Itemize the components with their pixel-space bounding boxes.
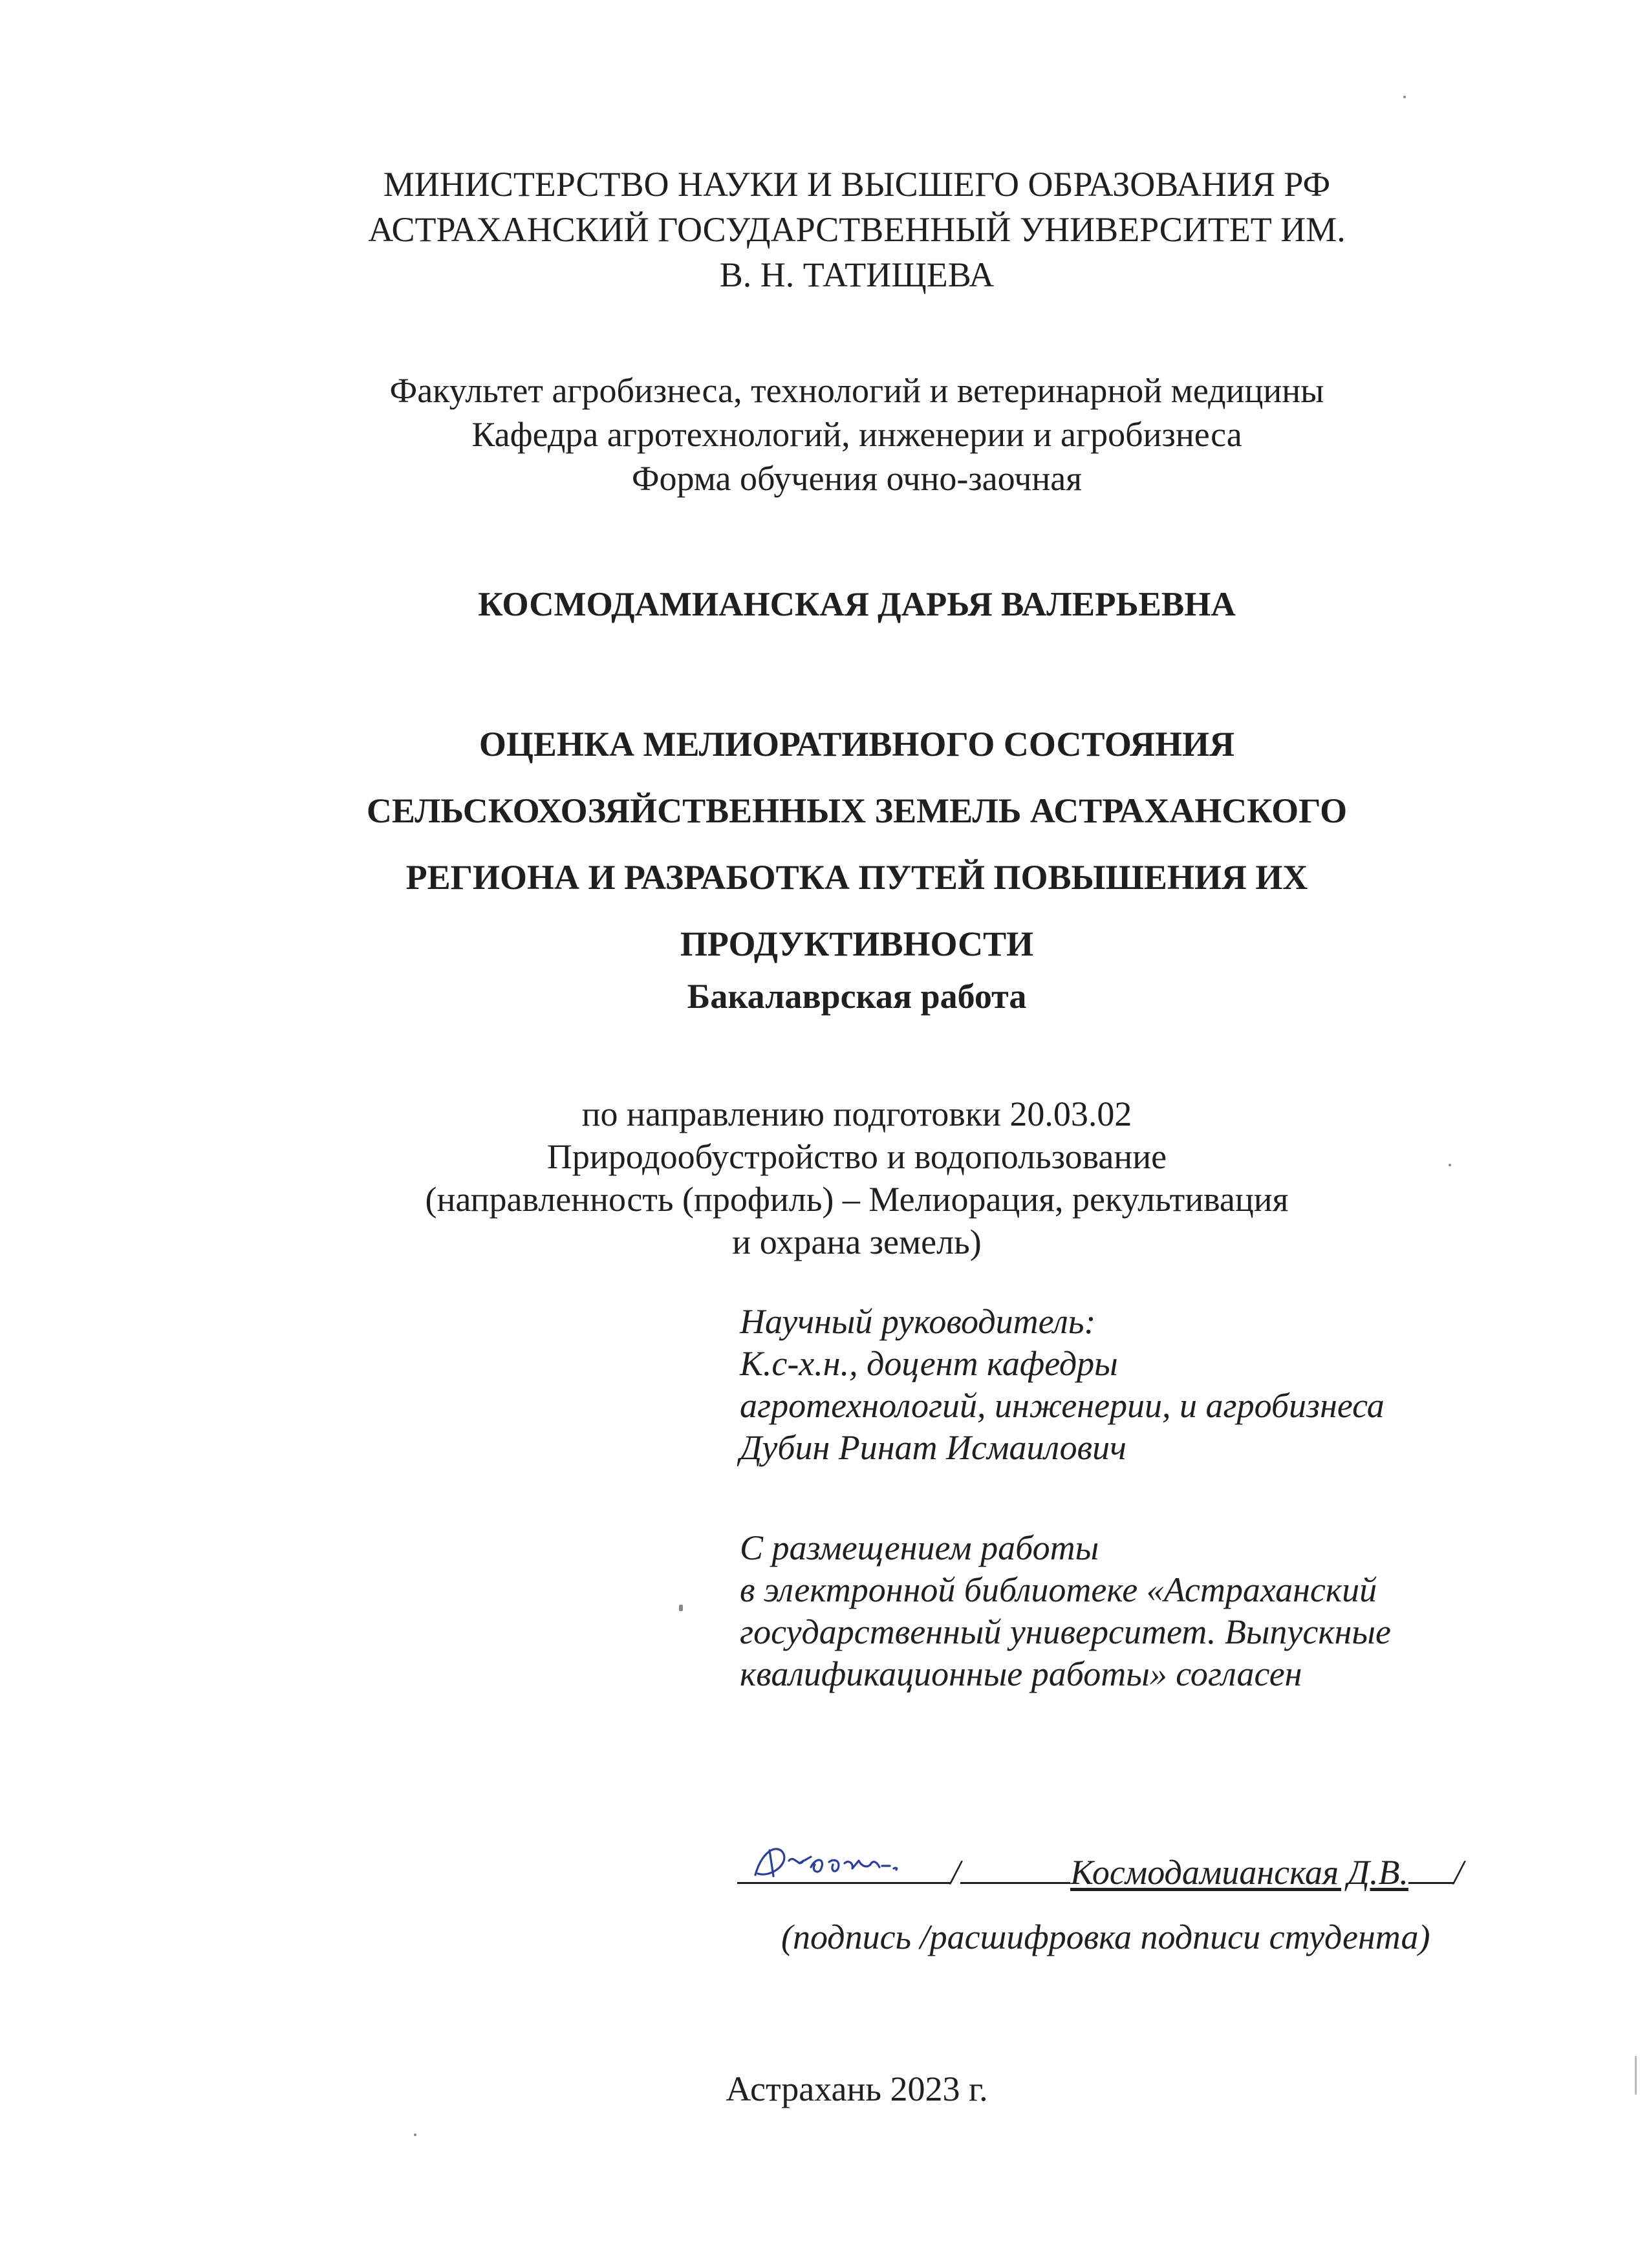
name-blank-right bbox=[1408, 1877, 1454, 1884]
faculty-line-2: Кафедра агротехнологий, инженерии и агробизнеса bbox=[471, 415, 1242, 454]
direction-line-4: и охрана земель) bbox=[732, 1223, 982, 1261]
supervisor-block bbox=[740, 1301, 1385, 1469]
scan-speck bbox=[1449, 1164, 1451, 1166]
header-line-3: В. Н. ТАТИЩЕВА bbox=[719, 255, 995, 294]
direction-line-2: Природообустройство и водопользование bbox=[546, 1137, 1167, 1176]
ministry-header bbox=[0, 162, 1649, 297]
title-line-4: ПРОДУКТИВНОСТИ bbox=[680, 925, 1034, 963]
direction-line-1: по направлению подготовки 20.03.02 bbox=[581, 1095, 1132, 1133]
direction-line-3: (направленность (профиль) – Мелиорация, рекультивация bbox=[425, 1180, 1289, 1219]
signature-blank bbox=[737, 1877, 951, 1884]
library-permission-block bbox=[740, 1527, 1391, 1695]
faculty-block bbox=[0, 369, 1649, 500]
faculty-line-1: Факультет агробизнеса, технологий и ветеринарной медицины bbox=[389, 371, 1324, 410]
header-line-2: АСТРАХАНСКИЙ ГОСУДАРСТВЕННЫЙ УНИВЕРСИТЕТ ИМ. bbox=[368, 210, 1346, 249]
faculty-line-3: Форма обучения очно-заочная bbox=[631, 459, 1083, 498]
permission-line-3: государственный университет. Выпускные bbox=[740, 1612, 1391, 1651]
study-direction bbox=[0, 1093, 1649, 1263]
title-line-3: РЕГИОНА И РАЗРАБОТКА ПУТЕЙ ПОВЫШЕНИЯ ИХ bbox=[405, 858, 1308, 897]
signature-slash-1: / bbox=[951, 1853, 961, 1892]
scan-edge-mark bbox=[1635, 2056, 1637, 2095]
header-line-1: МИНИСТЕРСТВО НАУКИ И ВЫСШЕГО ОБРАЗОВАНИЯ РФ bbox=[383, 165, 1331, 204]
scan-speck bbox=[414, 2134, 416, 2136]
supervisor-line-2: К.с-х.н., доцент кафедры bbox=[740, 1344, 1118, 1383]
student-name-decoded: Космодамианская Д.В. bbox=[1070, 1853, 1408, 1892]
supervisor-line-1: Научный руководитель: bbox=[740, 1302, 1096, 1341]
supervisor-line-3: агротехнологий, инженерии, и агробизнеса bbox=[740, 1386, 1385, 1425]
signature-slash-2: / bbox=[1453, 1853, 1463, 1892]
thesis-title bbox=[0, 711, 1649, 978]
work-type: Бакалаврская работа bbox=[687, 977, 1027, 1016]
title-line-2: СЕЛЬСКОХОЗЯЙСТВЕННЫХ ЗЕМЕЛЬ АСТРАХАНСКОГО bbox=[366, 791, 1348, 830]
author-name: КОСМОДАМИАНСКАЯ ДАРЬЯ ВАЛЕРЬЕВНА bbox=[478, 586, 1236, 623]
city-year: Астрахань 2023 г. bbox=[726, 2070, 988, 2108]
permission-line-1: С размещением работы bbox=[740, 1528, 1099, 1567]
scan-speck bbox=[679, 1605, 683, 1611]
permission-line-2: в электронной библиотеке «Астраханский bbox=[740, 1570, 1377, 1609]
name-blank-left bbox=[960, 1877, 1070, 1884]
signature-line bbox=[737, 1852, 1463, 1892]
supervisor-line-4: Дубин Ринат Исмаилович bbox=[740, 1428, 1126, 1467]
permission-line-4: квалификационные работы» согласен bbox=[740, 1654, 1302, 1693]
signature-caption: (подпись /расшифровка подписи студента) bbox=[781, 1918, 1430, 1956]
title-line-1: ОЦЕНКА МЕЛИОРАТИВНОГО СОСТОЯНИЯ bbox=[479, 725, 1235, 764]
scan-speck bbox=[1403, 96, 1406, 98]
